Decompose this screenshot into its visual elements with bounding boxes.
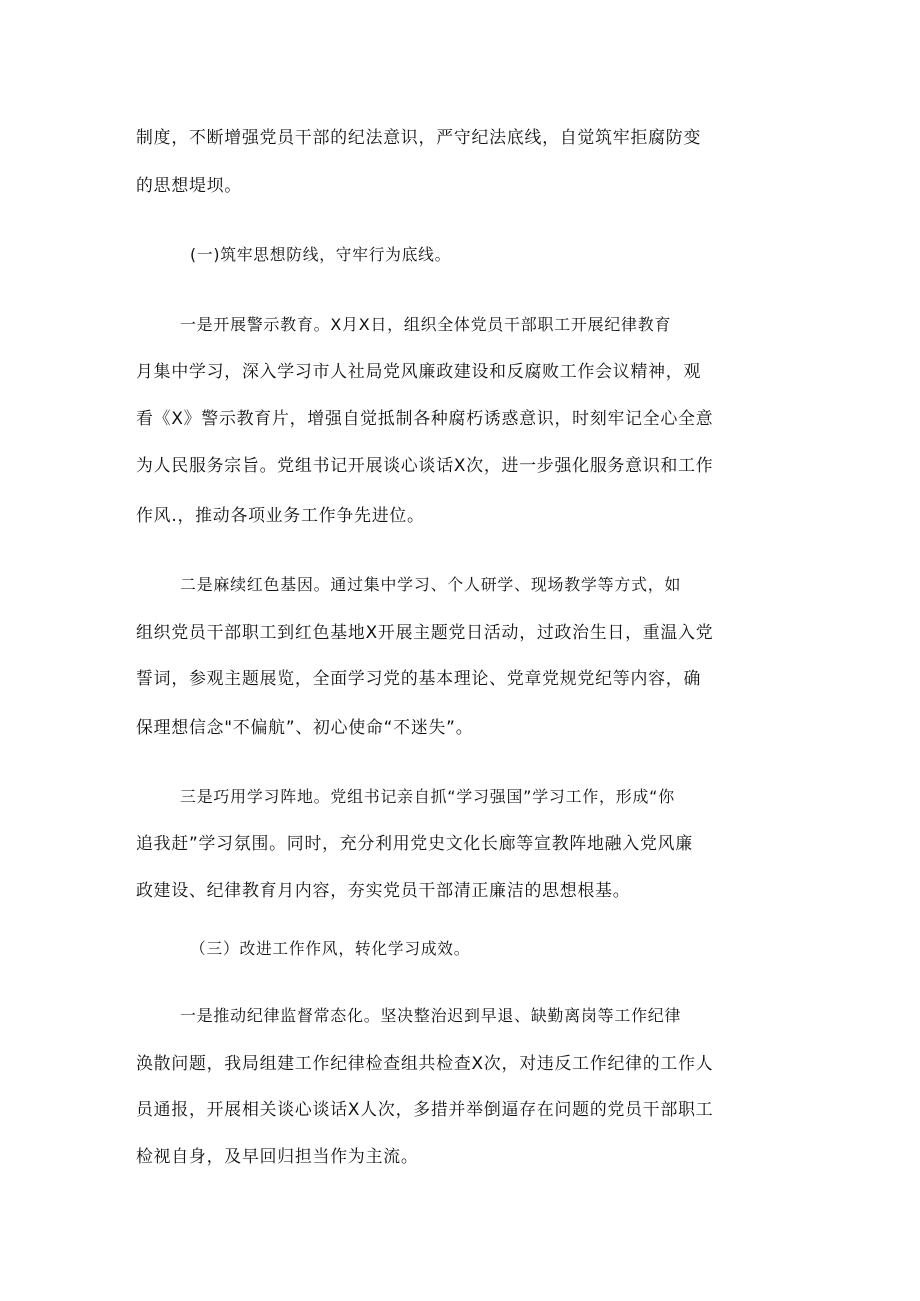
text-line: 看《X》警示教育片，增强自觉抵制各种腐朽诱惑意识，时刻牢记全心全意 (136, 408, 714, 428)
text-line: 涣散问题，我局组建工作纪律检查组共检查X次，对违反工作纪律的工作人 (136, 1053, 714, 1073)
text-line: 制度，不断增强党员干部的纪法意识，严守纪法底线，自觉筑牢拒腐防变 (136, 127, 702, 147)
text-line: 员通报，开展相关谈心谈话X人次，多措并举倒逼存在问题的党员干部职工 (136, 1099, 714, 1119)
section-heading: (一)筑牢思想防线，守牢行为底线。 (190, 245, 452, 264)
text-line: 保理想信念"不偏航”、初心使命“不迷失”。 (136, 717, 474, 737)
text-line: 三是巧用学习阵地。党组书记亲自抓“学习强国”学习工作，形成“你 (180, 787, 675, 806)
text-line: 追我赶”学习氛围。同时，充分利用党史文化长廊等宣教阵地融入党风廉 (136, 833, 693, 853)
text-line: 一是开展警示教育。X月X日，组织全体党员干部职工开展纪律教育 (180, 315, 672, 334)
text-line: 为人民服务宗旨。党组书记开展谈心谈话X次，进一步强化服务意识和工作 (136, 455, 714, 475)
section-heading: （三）改进工作作风，转化学习成效。 (190, 939, 471, 958)
text-line: 誓词，参观主题展览，全面学习党的基本理论、党章党规党纪等内容，确 (136, 668, 702, 688)
text-line: 月集中学习，深入学习市人社局党风廉政建设和反腐败工作会议精神，观 (136, 361, 702, 381)
text-line: 作风.，推动各项业务工作争先进位。 (136, 505, 425, 525)
text-line: 的思想堤坝。 (136, 175, 242, 195)
text-line: 政建设、纪律教育月内容，夯实党员干部清正廉洁的思想根基。 (136, 880, 631, 900)
text-line: 检视自身，及早回归担当作为主流。 (136, 1146, 419, 1166)
text-line: 一是推动纪律监督常态化。坚决整治迟到早退、缺勤离岗等工作纪律 (180, 1006, 682, 1025)
text-line: 二是麻续红色基因。通过集中学习、个人研学、现场教学等方式，如 (180, 575, 682, 594)
text-line: 组织党员干部职工到红色基地X开展主题党日活动，过政治生日，重温入党 (136, 622, 714, 642)
